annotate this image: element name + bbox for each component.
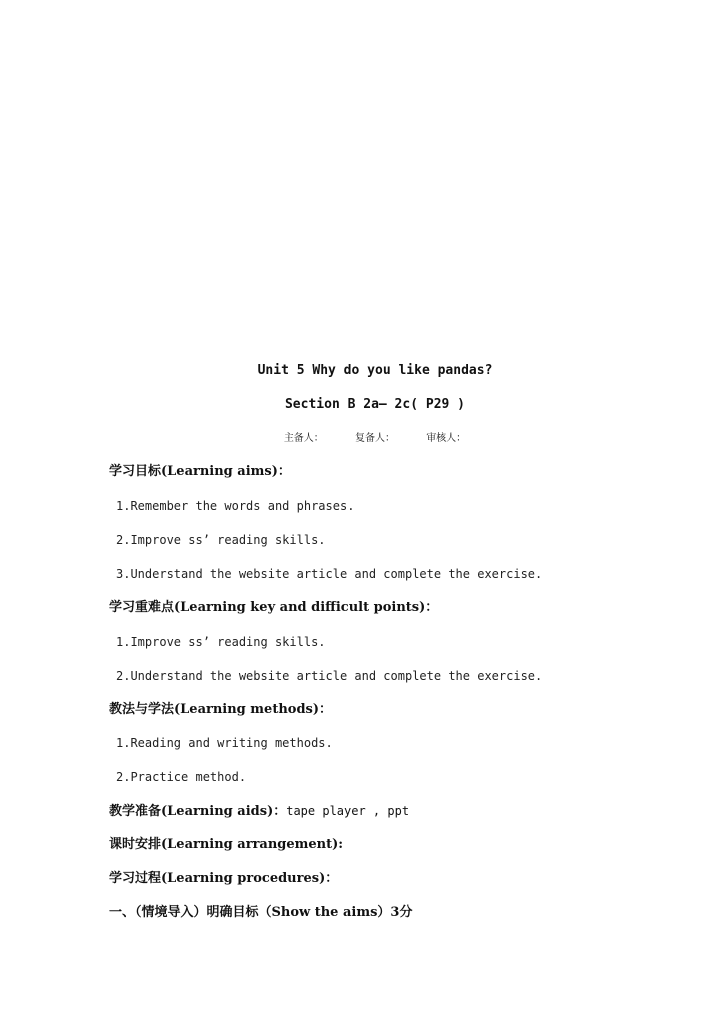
preparer-roles — [0, 430, 720, 448]
aims-item: 1.Remember the words and phrases. — [116, 499, 355, 513]
methods-item: 2.Practice method. — [116, 770, 247, 784]
document-title: Unit 5 Why do you like pandas? — [257, 363, 493, 378]
aims-item: 3.Understand the website article and complete the exercise. — [116, 567, 543, 581]
arrangement-heading: 课时安排(Learning arrangement): — [109, 837, 344, 852]
co-preparer-label: 复备人： — [355, 433, 395, 444]
methods-heading: 教法与学法(Learning methods)： — [109, 702, 333, 717]
aims-heading: 学习目标(Learning aims)： — [109, 464, 291, 479]
section-subtitle: Section B 2a— 2c( P29 ) — [284, 397, 465, 412]
main-preparer-label: 主备人： — [283, 433, 324, 444]
procedures-heading: 学习过程(Learning procedures)： — [109, 871, 339, 886]
step-one-heading: 一、（情境导入）明确目标（Show the aims）3分 — [109, 905, 413, 920]
methods-item: 1.Reading and writing methods. — [116, 736, 333, 750]
aims-item: 2.Improve ss’ reading skills. — [116, 533, 326, 547]
reviewer-label: 审核人： — [426, 433, 467, 444]
key-points-heading: 学习重难点(Learning key and difficult points)： — [109, 600, 439, 615]
aids-heading: 教学准备(Learning aids)： — [109, 804, 287, 819]
key-points-item: 1.Improve ss’ reading skills. — [116, 635, 326, 649]
key-points-item: 2.Understand the website article and complete the exercise. — [116, 669, 543, 683]
aids-line — [109, 802, 409, 821]
aids-value: tape player , ppt — [286, 804, 410, 818]
